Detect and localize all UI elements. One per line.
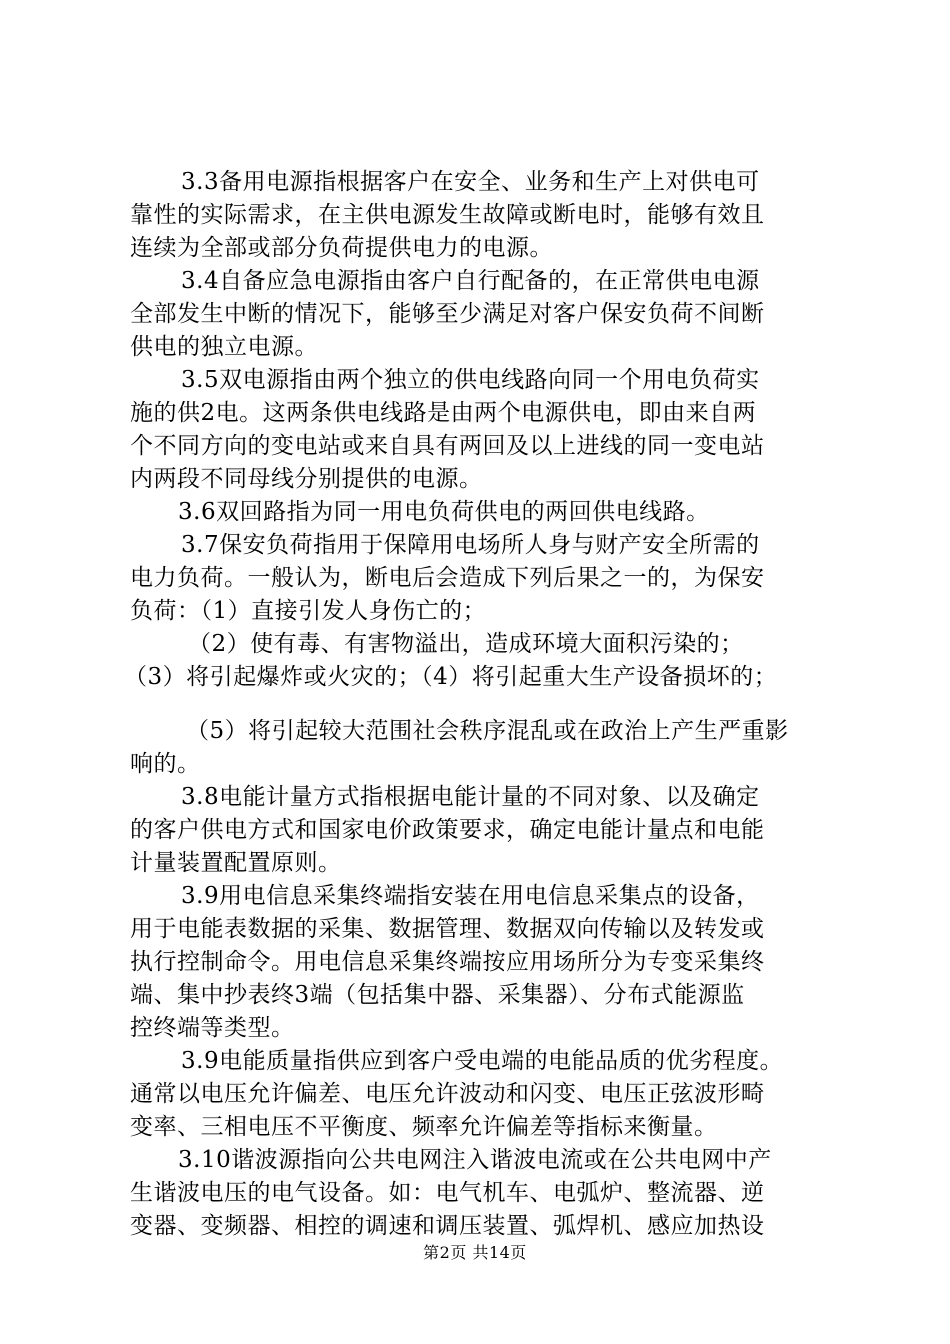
- page-number-footer: 第2页 共14页: [423, 1243, 527, 1262]
- text-line: 连续为全部或部分负荷提供电力的电源。: [130, 235, 553, 261]
- text-line: 3.9电能质量指供应到客户受电端的电能品质的优劣程度。: [181, 1048, 784, 1074]
- text-line: 负荷：（1）直接引发人身伤亡的；: [130, 598, 487, 624]
- text-line: 3.7保安负荷指用于保障用电场所人身与财产安全所需的: [181, 532, 760, 558]
- text-line: 3.8电能计量方式指根据电能计量的不同对象、以及确定: [181, 784, 760, 810]
- text-line: 3.5双电源指由两个独立的供电线路向同一个用电负荷实: [181, 367, 760, 393]
- text-line: 个不同方向的变电站或来自具有两回及以上进线的同一变电站: [130, 433, 765, 459]
- text-line: 通常以电压允许偏差、电压允许波动和闪变、电压正弦波形畸: [130, 1081, 765, 1107]
- text-line: 3.10谐波源指向公共电网注入谐波电流或在公共电网中产: [178, 1147, 772, 1173]
- text-line: （2）使有毒、有害物溢出，造成环境大面积污染的；: [188, 631, 744, 657]
- text-line: 3.6双回路指为同一用电负荷供电的两回供电线路。: [178, 499, 710, 525]
- text-line: 变器、变频器、相控的调速和调压装置、弧焊机、感应加热设: [130, 1213, 765, 1239]
- text-line: 内两段不同母线分别提供的电源。: [130, 466, 483, 492]
- text-line: （3）将引起爆炸或火灾的；（4）将引起重大生产设备损坏的；: [124, 664, 778, 690]
- text-line: 靠性的实际需求，在主供电源发生故障或断电时，能够有效且: [130, 202, 765, 228]
- text-line: 执行控制命令。用电信息采集终端按应用场所分为专变采集终: [130, 949, 765, 975]
- text-line: 控终端等类型。: [130, 1015, 295, 1041]
- text-line: 全部发生中断的情况下，能够至少满足对客户保安负荷不间断: [130, 301, 765, 327]
- text-line: 电力负荷。一般认为，断电后会造成下列后果之一的，为保安: [130, 565, 765, 591]
- text-line: 施的供2电。这两条供电线路是由两个电源供电，即由来自两: [130, 400, 757, 426]
- text-line: 响的。: [130, 751, 201, 777]
- text-line: （5）将引起较大范围社会秩序混乱或在政治上产生严重影: [186, 718, 789, 744]
- text-line: 生谐波电压的电气设备。如：电气机车、电弧炉、整流器、逆: [130, 1180, 765, 1206]
- text-line: 用于电能表数据的采集、数据管理、数据双向传输以及转发或: [130, 916, 765, 942]
- text-line: 端、集中抄表终3端（包括集中器、采集器）、分布式能源监: [130, 982, 745, 1008]
- text-line: 的客户供电方式和国家电价政策要求，确定电能计量点和电能: [130, 817, 765, 843]
- text-line: 计量装置配置原则。: [130, 850, 342, 876]
- text-line: 供电的独立电源。: [130, 334, 318, 360]
- text-line: 变率、三相电压不平衡度、频率允许偏差等指标来衡量。: [130, 1114, 718, 1140]
- text-line: 3.4自备应急电源指由客户自行配备的，在正常供电电源: [181, 268, 760, 294]
- text-line: 3.3备用电源指根据客户在安全、业务和生产上对供电可: [181, 169, 760, 195]
- text-line: 3.9用电信息采集终端指安装在用电信息采集点的设备，: [181, 883, 760, 909]
